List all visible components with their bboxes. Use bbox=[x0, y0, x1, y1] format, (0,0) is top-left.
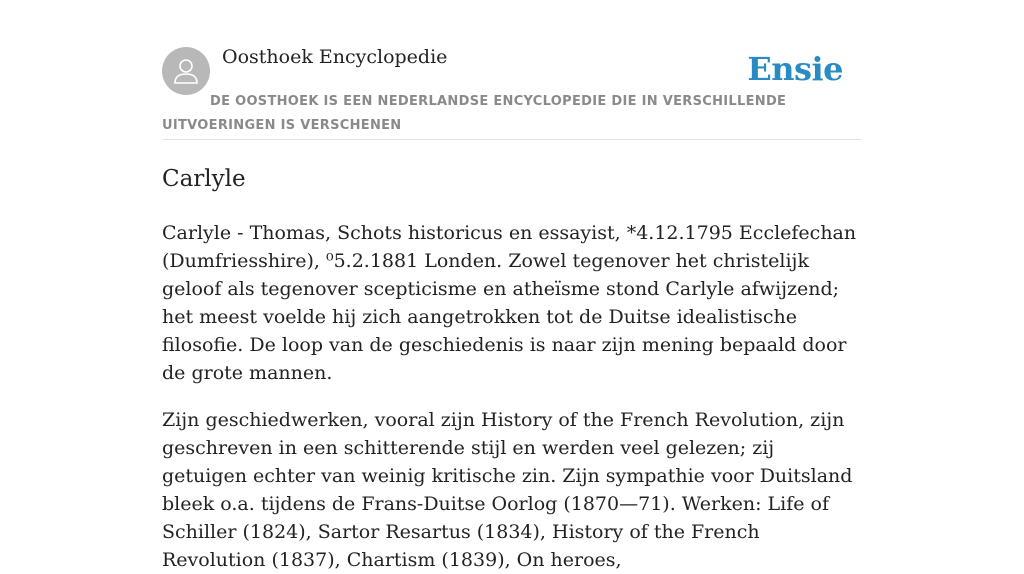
page bbox=[162, 0, 862, 574]
source-tagline: DE OOSTHOEK IS EEN NEDERLANDSE ENCYCLOPEDIE DIE IN VERSCHILLENDE UITVOERINGEN IS VERSCHENEN bbox=[162, 94, 787, 133]
source-name[interactable]: Oosthoek Encyclopedie bbox=[222, 46, 448, 68]
brand-logo[interactable]: Ensie bbox=[747, 50, 843, 88]
source-header bbox=[162, 0, 862, 140]
user-placeholder-icon[interactable] bbox=[162, 47, 210, 95]
article-title: Carlyle bbox=[162, 166, 246, 192]
article-paragraph: Carlyle - Thomas, Schots historicus en essayist, *4.12.1795 Ecclefechan (Dumfriesshire), ⁰5.2.1881 Londen. Zowel tegenover het christelijk geloof als tegenover scepticisme en atheïsme stond Carlyle afwijzend; het meest voelde hij zich aangetrokken tot de Duitse idealistische filosofie. De loop van de geschiedenis is naar zijn mening bepaald door de grote mannen. bbox=[162, 222, 857, 384]
article-paragraph: Zijn geschiedwerken, vooral zijn History of the French Revolution, zijn geschreven in een schitterende stijl en werden veel gelezen; zij getuigen echter van weinig kritische zin. Zijn sympathie voor Duitsland bleek o.a. tijdens de Frans-Duitse Oorlog (1870—71). Werken: Life of Schiller (1824), Sartor Resartus (1834), History of the French Revolution (1837), Chartism (1839), On heroes, bbox=[162, 409, 853, 571]
